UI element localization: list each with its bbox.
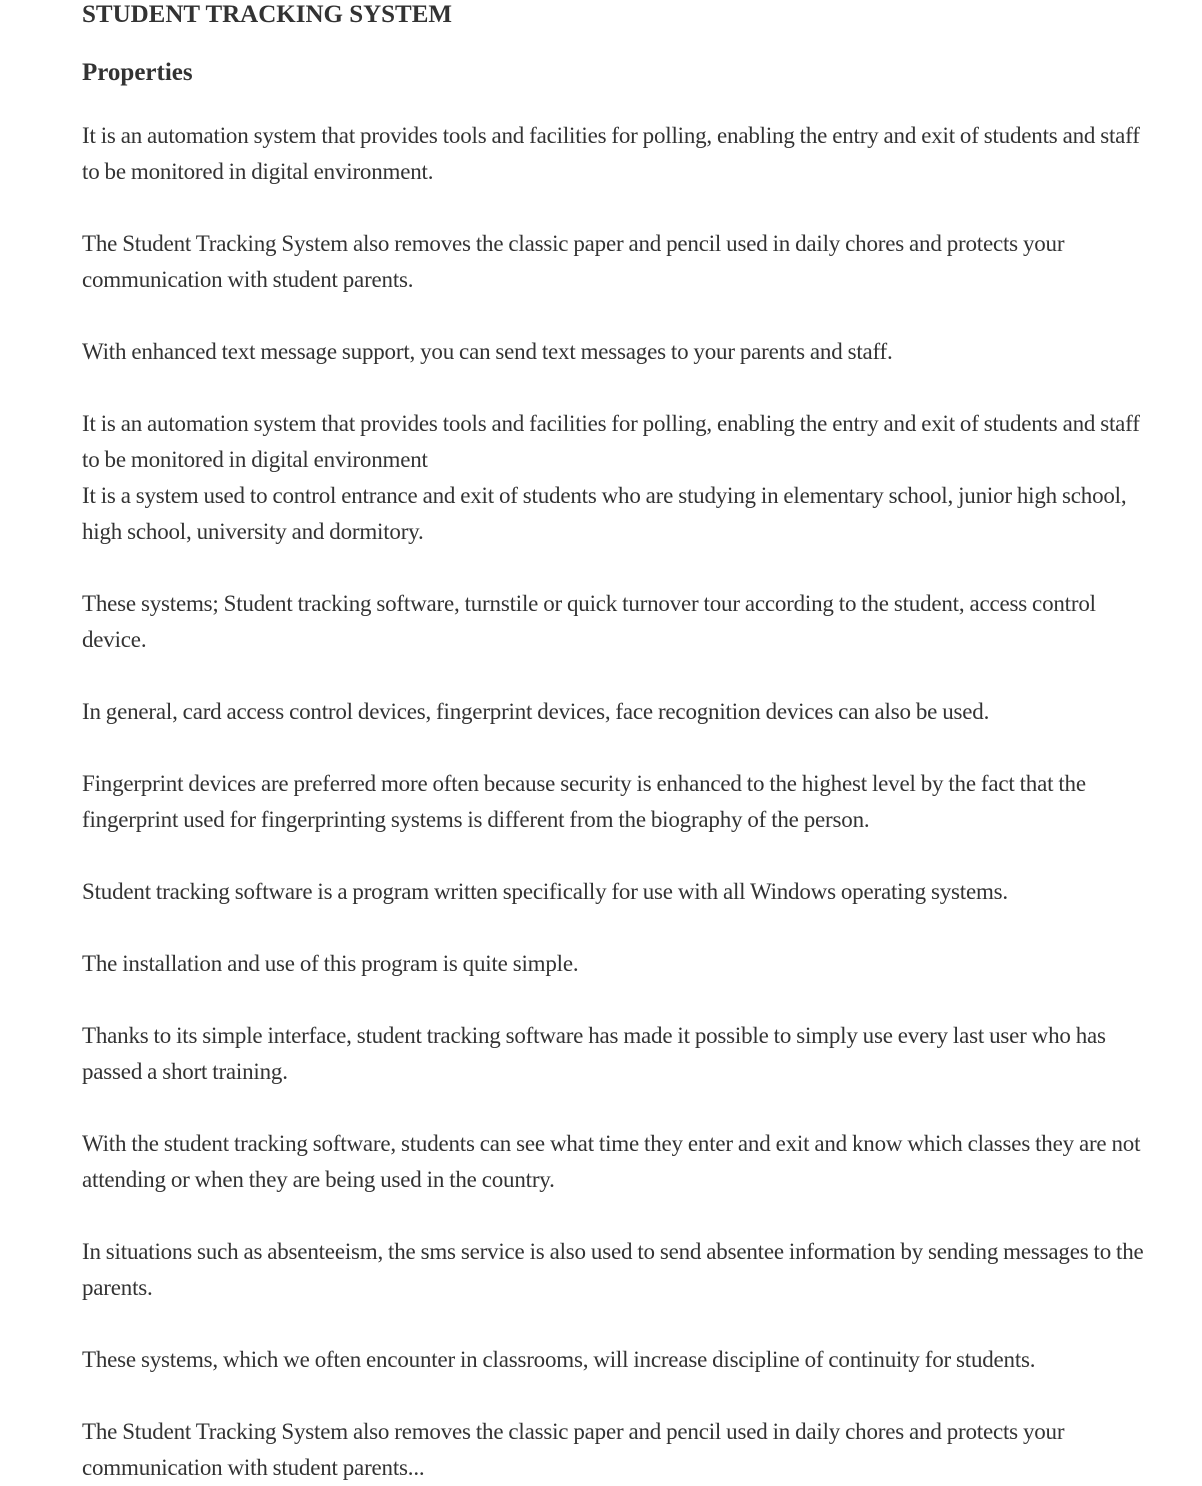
section-heading-properties: Properties (82, 59, 193, 86)
paragraph: These systems; Student tracking software, turnstile or quick turnover tour according to the student, access control device. (82, 591, 1096, 652)
paragraph: With enhanced text message support, you can send text messages to your parents and staff. (82, 339, 893, 364)
paragraph: It is an automation system that provides tools and facilities for polling, enabling the entry and exit of students and staff to be monitored in digital environment. (82, 123, 1140, 184)
paragraph: The Student Tracking System also removes the classic paper and pencil used in daily chores and protects your communication with student parents... (82, 1419, 1065, 1480)
document-title: STUDENT TRACKING SYSTEM (82, 1, 453, 28)
paragraph: In general, card access control devices, fingerprint devices, face recognition devices can also be used. (82, 699, 990, 724)
paragraph: Fingerprint devices are preferred more often because security is enhanced to the highest level by the fact that the fingerprint used for fingerprinting systems is different from the biography of the person. (82, 771, 1086, 832)
paragraph: The installation and use of this program is quite simple. (82, 951, 579, 976)
paragraph: Thanks to its simple interface, student tracking software has made it possible to simply use every last user who has passed a short training. (82, 1023, 1106, 1084)
paragraph: In situations such as absenteeism, the sms service is also used to send absentee information by sending messages to the parents. (82, 1239, 1144, 1300)
paragraph: These systems, which we often encounter in classrooms, will increase discipline of continuity for students. (82, 1347, 1036, 1372)
paragraph: It is a system used to control entrance and exit of students who are studying in elementary school, junior high school, high school, university and dormitory. (82, 483, 1127, 544)
paragraph: With the student tracking software, students can see what time they enter and exit and know which classes they are not attending or when they are being used in the country. (82, 1131, 1141, 1192)
paragraph: Student tracking software is a program written specifically for use with all Windows operating systems. (82, 879, 1008, 904)
document-body (82, 0, 1162, 1486)
paragraph: It is an automation system that provides tools and facilities for polling, enabling the entry and exit of students and staff to be monitored in digital environment (82, 411, 1140, 472)
paragraph: The Student Tracking System also removes the classic paper and pencil used in daily chores and protects your communication with student parents. (82, 231, 1065, 292)
